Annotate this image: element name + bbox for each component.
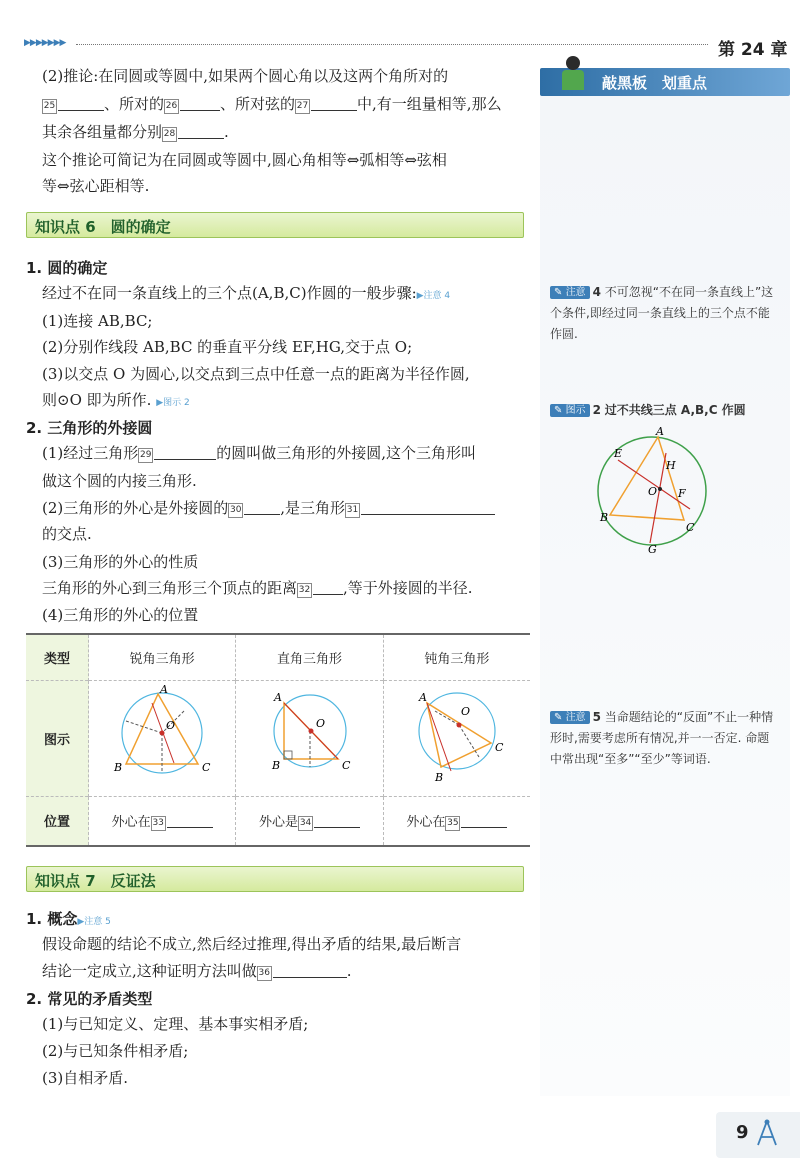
para-line: (3)以交点 O 为圆心,以交点到三点中任意一点的距离为半径作圆,: [42, 365, 470, 383]
chapter-title: 第 24 章: [718, 40, 788, 60]
para-line: (2)与已知条件相矛盾;: [42, 1042, 189, 1060]
section-7-header: [26, 866, 524, 892]
text-seg: 外心是: [259, 814, 299, 830]
answer-box: 28: [162, 127, 177, 142]
para-line: [42, 578, 532, 598]
figure-number: 2: [592, 403, 601, 417]
figure-2-diagram: [590, 425, 720, 555]
type-cell: 钝角三角形: [383, 634, 530, 680]
para-line: (3)自相矛盾.: [42, 1069, 129, 1087]
para-line: 做这个圆的内接三角形.: [42, 472, 197, 490]
text-seg: 的圆叫做三角形的外接圆,这个三角形叫: [216, 444, 477, 462]
fig-label: A: [656, 425, 664, 438]
answer-box: 35: [445, 816, 460, 831]
type-cell: 锐角三角形: [89, 634, 236, 680]
para-line: 这个推论可简记为在同圆或等圆中,圆心角相等⇔弧相等⇔弦相: [42, 151, 447, 169]
fig-label: G: [648, 543, 657, 555]
fig-label: E: [614, 447, 623, 460]
side-column-bg: [540, 96, 790, 1096]
answer-blank[interactable]: [313, 580, 343, 595]
para-line: 的交点.: [42, 525, 92, 543]
header-arrows: ▶▶▶▶▶▶▶: [24, 38, 66, 48]
fig-label: B: [114, 761, 123, 774]
subheading: 2. 常见的矛盾类型: [26, 990, 153, 1008]
fig-label: A: [418, 691, 427, 704]
hint-link[interactable]: ▶注意 4: [416, 291, 451, 301]
answer-blank[interactable]: [154, 445, 216, 460]
note-number: 5: [592, 710, 601, 724]
obtuse-triangle-figure: [397, 681, 517, 791]
figure-cell: [383, 680, 530, 796]
para-line: (2)推论:在同圆或等圆中,如果两个圆心角以及这两个角所对的: [42, 67, 449, 85]
fig-label: A: [160, 683, 169, 696]
text-seg: 、所对的: [104, 95, 165, 113]
side-banner-title: 敲黑板 划重点: [602, 74, 708, 92]
note-text: 当命题结论的“反面”不止一种情形时,需要考虑所有情况,并一一否定. 命题中常出现“至多”“至少”等词语.: [550, 710, 774, 766]
text-seg: (2)三角形的外心是外接圆的: [42, 499, 229, 517]
text-seg: 1. 概念: [26, 910, 78, 928]
figure-cell: [89, 680, 236, 796]
answer-blank[interactable]: [244, 500, 280, 515]
position-cell: [383, 796, 530, 846]
answer-blank[interactable]: [361, 500, 495, 515]
para-line: [42, 443, 532, 463]
answer-box: 30: [228, 503, 243, 518]
text-seg: 其余各组量都分别: [42, 123, 163, 141]
text-seg: 则⊙O 即为所作.: [42, 391, 152, 409]
figure-tag-text: 图示: [565, 405, 586, 416]
text-seg: 结论一定成立,这种证明方法叫做: [42, 962, 257, 980]
para-line: (1)与已知定义、定理、基本事实相矛盾;: [42, 1015, 309, 1033]
note-tag-text: 注意: [565, 712, 586, 723]
text-seg: (1)经过三角形: [42, 444, 139, 462]
fig-label: H: [666, 459, 676, 472]
row-label: 位置: [26, 796, 89, 846]
para-line: [42, 390, 532, 413]
note-5: [550, 707, 775, 770]
position-cell: [236, 796, 383, 846]
compass-icon: [754, 1118, 780, 1148]
text-seg: 外心在: [406, 814, 446, 830]
position-cell: [89, 796, 236, 846]
fig-label: B: [271, 759, 280, 772]
row-label: 类型: [26, 634, 89, 680]
text-seg: 外心在: [111, 814, 151, 830]
answer-box: 31: [345, 503, 360, 518]
answer-blank[interactable]: [314, 813, 360, 828]
subheading: 2. 三角形的外接圆: [26, 419, 153, 437]
answer-box: 25: [42, 99, 57, 114]
figure-cell: [236, 680, 383, 796]
text-seg: ,是三角形: [280, 499, 346, 517]
note-text: 不可忽视“不在同一条直线上”这个条件,即经过同一条直线上的三个点不能作圆.: [550, 285, 774, 341]
header-rule: [76, 44, 708, 45]
figure-2-caption: [550, 400, 775, 421]
fig-label: B: [600, 511, 609, 524]
fig-label: C: [686, 521, 695, 534]
para-line: 等⇔弦心距相等.: [42, 177, 150, 195]
text-seg: 三角形的外心到三角形三个顶点的距离: [42, 579, 298, 597]
text-seg: 经过不在同一条直线上的三个点(A,B,C)作圆的一般步骤:: [42, 284, 417, 302]
fig-label: C: [202, 761, 211, 774]
answer-box: 34: [298, 816, 313, 831]
note-number: 4: [592, 285, 601, 299]
fig-label: O: [648, 485, 658, 498]
answer-blank[interactable]: [461, 813, 507, 828]
answer-box: 33: [151, 816, 166, 831]
fig-label: O: [315, 717, 325, 730]
type-cell: 直角三角形: [236, 634, 383, 680]
note-tag: ✎ 注意: [550, 286, 590, 299]
teacher-icon: [566, 56, 580, 70]
text-seg: ,等于外接圆的半径.: [343, 579, 473, 597]
fig-label: O: [166, 719, 176, 732]
answer-box: 27: [295, 99, 310, 114]
fig-label: O: [460, 705, 470, 718]
section-6-header: [26, 212, 524, 238]
acute-triangle-figure: [102, 681, 222, 791]
answer-box: 29: [138, 448, 153, 463]
fig-label: A: [273, 691, 282, 704]
para-line: [42, 498, 532, 518]
row-label: 图示: [26, 680, 89, 796]
para-line: 结论一定成立,这种证明方法叫做 36 .: [42, 962, 352, 980]
side-banner: [540, 68, 790, 96]
hint-link[interactable]: ▶注意 5: [77, 917, 111, 927]
answer-box: 32: [297, 583, 312, 598]
answer-blank[interactable]: [273, 963, 347, 978]
fig-label: F: [678, 487, 686, 500]
fig-label: C: [494, 741, 504, 754]
subheading: 1. 圆的确定: [26, 259, 108, 277]
fig-label: B: [434, 771, 443, 784]
text-seg: 中,有一组量相等,那么: [357, 95, 502, 113]
para-line: (4)三角形的外心的位置: [42, 606, 199, 624]
note-tag: ✎ 注意: [550, 711, 590, 724]
answer-blank[interactable]: [178, 124, 224, 139]
section-7-title: 知识点 7 反证法: [35, 872, 156, 890]
text-seg: 、所对弦的: [220, 95, 296, 113]
answer-blank[interactable]: [311, 96, 357, 111]
figure-caption: 过不共线三点 A,B,C 作圆: [604, 403, 746, 417]
teacher-body-icon: [562, 70, 584, 90]
note-tag-text: 注意: [565, 287, 586, 298]
para-line: (3)三角形的外心的性质: [42, 553, 199, 571]
para-line: (2)分别作线段 AB,BC 的垂直平分线 EF,HG,交于点 O;: [42, 338, 413, 356]
circumcenter-table: [26, 633, 530, 847]
right-triangle-figure: [250, 681, 370, 791]
page-number: 9: [736, 1122, 749, 1143]
para-line: 假设命题的结论不成立,然后经过推理,得出矛盾的结果,最后断言: [42, 935, 462, 953]
subheading: [26, 908, 111, 929]
para-line: (1)连接 AB,BC;: [42, 312, 153, 330]
hint-link[interactable]: ▶图示 2: [156, 398, 190, 408]
answer-blank[interactable]: [180, 96, 220, 111]
para-line: [42, 283, 532, 306]
para-line: 其余各组量都分别 28 .: [42, 123, 229, 141]
answer-box: 36: [257, 966, 272, 981]
para-line: [42, 94, 532, 114]
section-6-title: 知识点 6 圆的确定: [35, 218, 171, 236]
answer-blank[interactable]: [58, 96, 104, 111]
figure-tag: ✎ 图示: [550, 404, 590, 417]
fig-label: C: [341, 759, 350, 772]
answer-box: 26: [164, 99, 179, 114]
answer-blank[interactable]: [167, 813, 213, 828]
note-4: [550, 282, 775, 345]
